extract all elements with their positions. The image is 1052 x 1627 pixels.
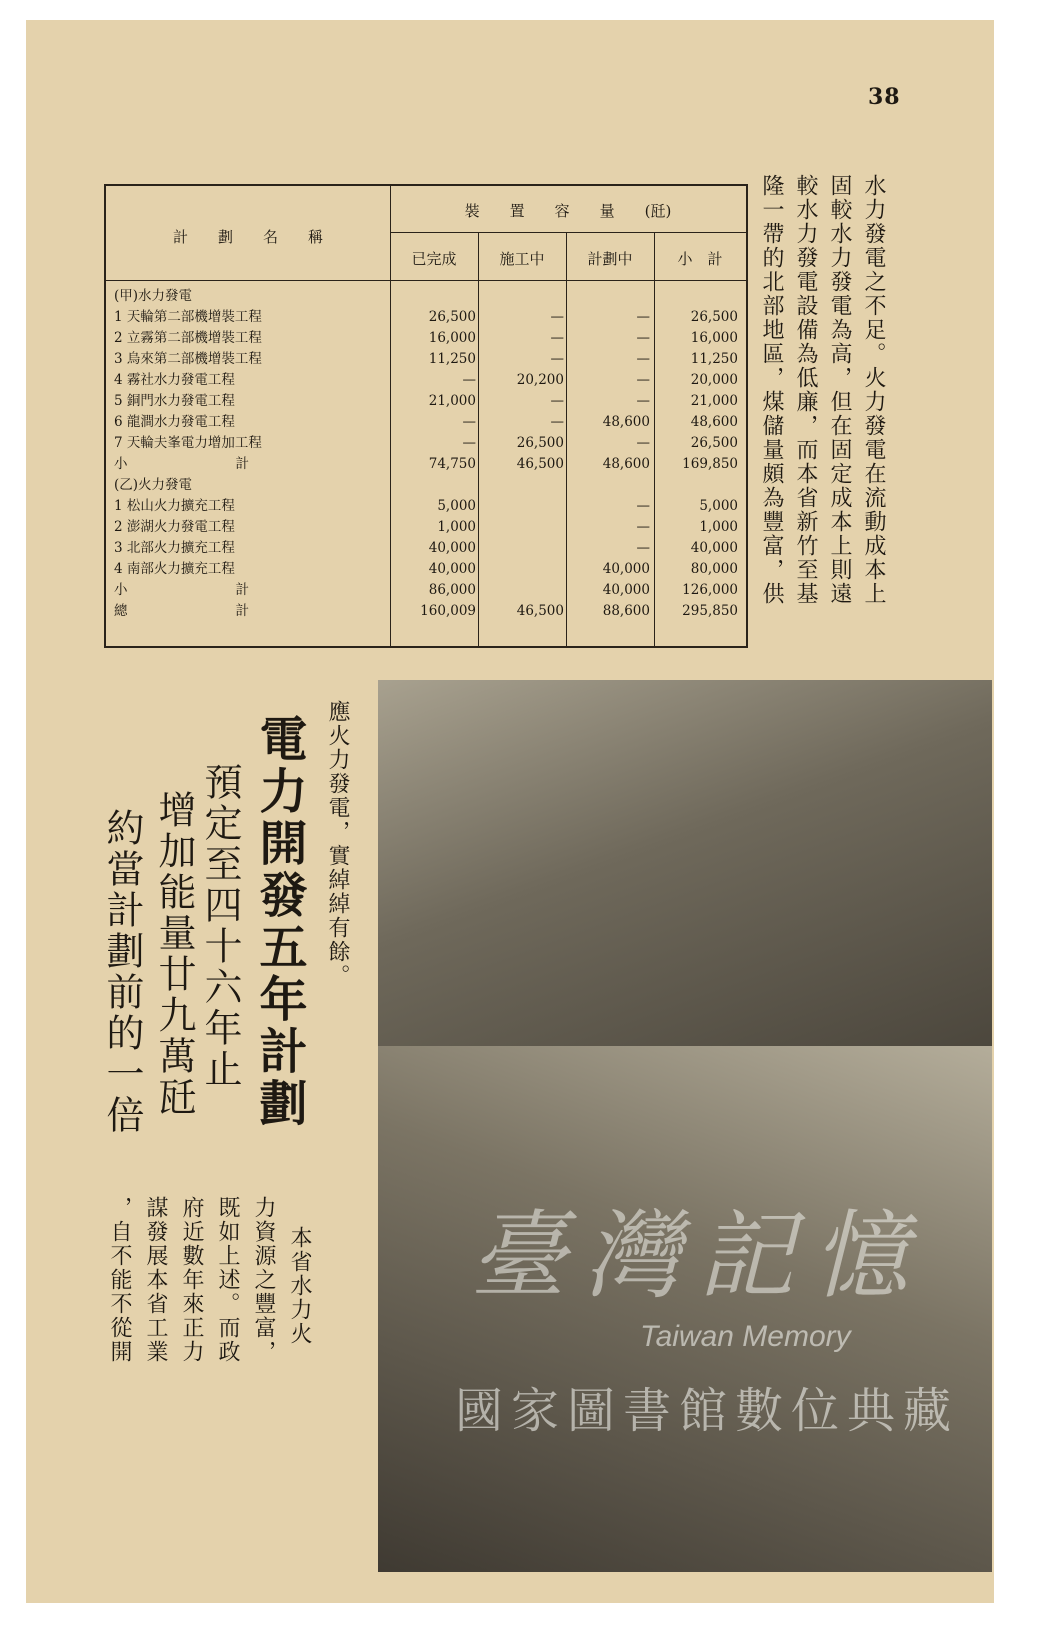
row-value: 295,850 [682, 603, 738, 619]
row-value: — [636, 498, 650, 514]
row-value: 1,000 [437, 519, 476, 535]
row-plan-name: 2 立霧第二部機增裝工程 [114, 330, 262, 346]
row-plan-name: 4 南部火力擴充工程 [114, 561, 235, 577]
text-bottom-col-3: 既如上述。而政 [215, 1196, 240, 1364]
row-value: 46,500 [516, 456, 564, 472]
row-value: 80,000 [690, 561, 738, 577]
row-value: 46,500 [516, 603, 564, 619]
text-bottom-col-5: 謀發展本省工業 [143, 1196, 168, 1364]
row-plan-name: 1 松山火力擴充工程 [114, 498, 235, 514]
subheadline-2: 增加能量廿九萬瓩 [152, 790, 196, 1118]
row-value: — [636, 519, 650, 535]
text-right-col-3: 較水力發電設備為低廉，而本省新竹至基 [793, 174, 818, 606]
row-value: 86,000 [428, 582, 476, 598]
row-value: 40,000 [602, 561, 650, 577]
table-row [106, 391, 746, 412]
text-right-col-1: 水力發電之不足。火力發電在流動成本上 [861, 174, 886, 606]
row-value: — [550, 414, 564, 430]
row-value: 1,000 [699, 519, 738, 535]
row-value: 126,000 [682, 582, 738, 598]
row-plan-name: 4 霧社水力發電工程 [114, 372, 235, 388]
row-value: 40,000 [428, 540, 476, 556]
row-value: — [636, 540, 650, 556]
table-row [106, 517, 746, 538]
row-plan-name: 2 澎湖火力發電工程 [114, 519, 235, 535]
row-value: — [462, 372, 476, 388]
row-value: — [550, 393, 564, 409]
watermark-title: 臺灣記憶 [470, 1200, 926, 1312]
row-value: 74,750 [428, 456, 476, 472]
row-value: 20,000 [690, 372, 738, 388]
table-row [106, 538, 746, 559]
row-value: 11,250 [690, 351, 738, 367]
table-row [106, 601, 746, 622]
row-value: 26,500 [428, 309, 476, 325]
watermark-library: 國家圖書館數位典藏 [455, 1383, 960, 1439]
row-plan-name: 3 烏來第二部機增裝工程 [114, 351, 262, 367]
row-value: 169,850 [682, 456, 738, 472]
row-value: 26,500 [690, 309, 738, 325]
row-value: — [550, 330, 564, 346]
row-value: — [636, 309, 650, 325]
col-in-progress: 施工中 [499, 250, 545, 268]
table-row [106, 286, 746, 307]
row-value: 21,000 [428, 393, 476, 409]
row-value: — [636, 351, 650, 367]
text-mid-col: 應火力發電，實綽綽有餘。 [325, 700, 350, 988]
text-right-col-2: 固較水力發電為高，但在固定成本上則遠 [827, 174, 852, 606]
header-plan-name: 計 劃 名 稱 [172, 228, 323, 246]
table-row [106, 580, 746, 601]
row-value: — [636, 372, 650, 388]
row-plan-name: (乙)火力發電 [114, 477, 193, 493]
watermark-english: Taiwan Memory [640, 1320, 851, 1353]
row-value: 40,000 [602, 582, 650, 598]
col-completed: 已完成 [411, 250, 457, 268]
row-value: — [636, 393, 650, 409]
row-value: — [550, 351, 564, 367]
row-value: 26,500 [516, 435, 564, 451]
row-value: 88,600 [602, 603, 650, 619]
table-row [106, 454, 746, 475]
text-bottom-col-1: 本省水力火 [287, 1226, 312, 1346]
row-value: — [550, 309, 564, 325]
row-plan-name: 總 計 [114, 603, 249, 619]
row-value: — [462, 414, 476, 430]
row-value: 5,000 [699, 498, 738, 514]
row-value: 11,250 [428, 351, 476, 367]
text-bottom-col-6: ，自不能不從開 [107, 1196, 132, 1364]
headline: 電力開發五年計劃 [251, 714, 307, 1130]
row-value: 20,200 [516, 372, 564, 388]
row-value: — [636, 435, 650, 451]
row-value: 40,000 [428, 561, 476, 577]
row-value: 16,000 [428, 330, 476, 346]
row-plan-name: 小 計 [114, 456, 249, 472]
row-plan-name: 7 天輪夫峯電力增加工程 [114, 435, 262, 451]
text-right-col-4: 隆一帶的北部地區，煤儲量頗為豐富，供 [759, 174, 784, 606]
row-value: 48,600 [602, 456, 650, 472]
table-row [106, 412, 746, 433]
row-plan-name: 5 銅門水力發電工程 [114, 393, 235, 409]
table-row [106, 328, 746, 349]
table-row [106, 433, 746, 454]
subheadline-1: 預定至四十六年止 [198, 762, 242, 1090]
page-number: 38 [868, 84, 901, 110]
table-row [106, 349, 746, 370]
row-value: 21,000 [690, 393, 738, 409]
row-value: 5,000 [437, 498, 476, 514]
table-row [106, 307, 746, 328]
text-bottom-col-4: 府近數年來正力 [179, 1196, 204, 1364]
header-capacity: 裝 置 容 量 (瓩) [464, 202, 672, 220]
col-subtotal: 小 計 [677, 250, 723, 268]
row-value: 160,009 [420, 603, 476, 619]
row-value: 48,600 [602, 414, 650, 430]
subheadline-3: 約當計劃前的一倍 [100, 808, 144, 1136]
row-plan-name: 小 計 [114, 582, 249, 598]
table-row [106, 370, 746, 391]
row-value: 40,000 [690, 540, 738, 556]
table-row [106, 559, 746, 580]
row-plan-name: 6 龍澗水力發電工程 [114, 414, 235, 430]
photo-transmission-towers [378, 680, 992, 1046]
text-bottom-col-2: 力資源之豐富， [251, 1196, 276, 1364]
row-value: 26,500 [690, 435, 738, 451]
row-plan-name: (甲)水力發電 [114, 288, 193, 304]
row-plan-name: 3 北部火力擴充工程 [114, 540, 235, 556]
row-value: 48,600 [690, 414, 738, 430]
row-value: 16,000 [690, 330, 738, 346]
table-row [106, 475, 746, 496]
col-planned: 計劃中 [587, 250, 633, 268]
row-plan-name: 1 天輪第二部機增裝工程 [114, 309, 262, 325]
row-value: — [462, 435, 476, 451]
table-row [106, 496, 746, 517]
row-value: — [636, 330, 650, 346]
capacity-table [104, 184, 748, 648]
